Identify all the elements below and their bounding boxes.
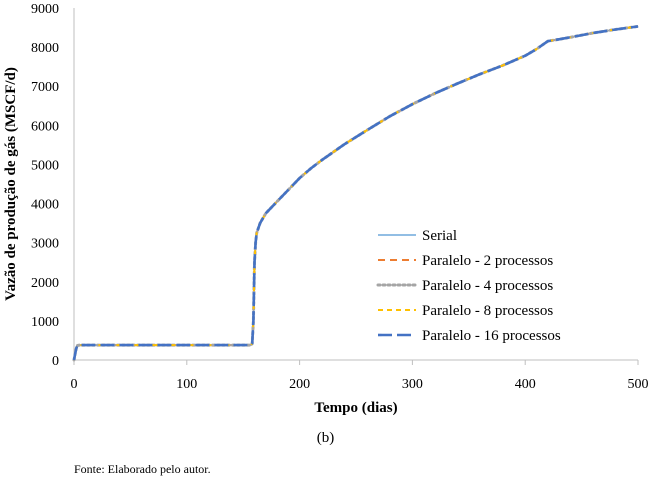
y-tick-label: 4000 xyxy=(31,197,59,213)
source-note: Fonte: Elaborado pelo autor. xyxy=(74,462,211,476)
legend-label-3: Paralelo - 4 processos xyxy=(422,278,554,294)
y-axis-ticks xyxy=(31,2,59,369)
figure-caption: (b) xyxy=(316,430,335,446)
legend-label-2: Paralelo - 2 processos xyxy=(422,253,554,269)
legend xyxy=(378,228,561,344)
legend-label-5: Paralelo - 16 processos xyxy=(422,328,561,344)
y-tick-label: 9000 xyxy=(31,2,59,17)
series-line-4 xyxy=(74,26,638,360)
y-tick-label: 7000 xyxy=(31,80,59,96)
y-tick-label: 6000 xyxy=(31,119,59,135)
y-axis-title: Vazão de produção de gás (MSCF/d) xyxy=(3,67,19,301)
x-axis-ticks xyxy=(71,360,649,392)
series-line-5 xyxy=(74,26,638,360)
y-tick-label: 8000 xyxy=(31,41,59,57)
series-lines xyxy=(74,26,638,360)
series-line-1 xyxy=(74,26,638,360)
x-tick-label: 0 xyxy=(70,377,78,392)
x-axis-title: Tempo (dias) xyxy=(314,400,398,416)
x-tick-label: 400 xyxy=(514,377,536,392)
x-tick-label: 500 xyxy=(627,377,649,392)
legend-label-1: Serial xyxy=(422,228,457,244)
x-tick-label: 300 xyxy=(401,377,423,392)
y-tick-label: 3000 xyxy=(31,236,59,252)
series-line-2 xyxy=(74,26,638,360)
y-tick-label: 1000 xyxy=(31,314,59,330)
y-tick-label: 5000 xyxy=(31,158,59,174)
y-tick-label: 0 xyxy=(52,354,59,369)
series-line-3 xyxy=(74,26,638,360)
legend-label-4: Paralelo - 8 processos xyxy=(422,303,554,319)
x-tick-label: 100 xyxy=(176,377,198,392)
x-tick-label: 200 xyxy=(289,377,311,392)
y-tick-label: 2000 xyxy=(31,275,59,291)
